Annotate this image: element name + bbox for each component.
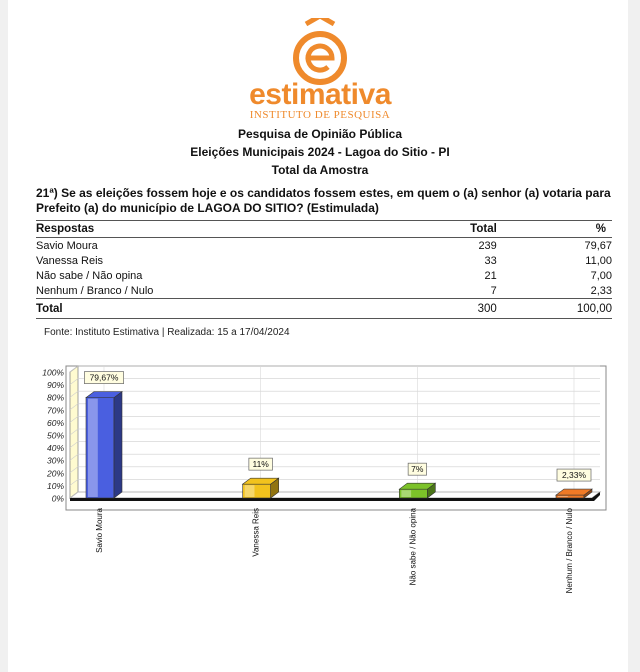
x-tick-label: Vanessa Reis: [251, 508, 261, 557]
results-table: [36, 220, 612, 319]
estimativa-logo: [0, 18, 640, 126]
bar-highlight: [558, 496, 568, 497]
bar-highlight: [401, 490, 411, 497]
y-tick-label: 20%: [46, 468, 64, 479]
row-label: Não sabe / Não opina: [36, 269, 143, 282]
row-label: Nenhum / Branco / Nulo: [36, 284, 154, 297]
total-count: 300: [382, 299, 497, 319]
row-pct: 79,67: [584, 239, 612, 252]
y-tick-label: 90%: [46, 380, 64, 391]
total-pct: 100,00: [497, 299, 612, 319]
logo-subtitle: INSTITUTO DE PESQUISA: [249, 109, 391, 121]
row-total: 239: [478, 239, 497, 252]
col-header-respostas: Respostas: [36, 221, 382, 238]
x-tick-label: Savio Moura: [95, 508, 104, 553]
row-pct: 11,00: [585, 254, 612, 267]
table-row: [36, 268, 612, 283]
y-tick-label: 0%: [51, 493, 64, 504]
row-label: Vanessa Reis: [36, 254, 104, 267]
y-tick-label: 40%: [46, 443, 64, 454]
row-total: 33: [484, 254, 497, 267]
chart-frame: [66, 366, 606, 510]
bar-highlight: [245, 485, 255, 497]
table-row: [36, 253, 612, 268]
row-total: 21: [484, 269, 497, 282]
bar-side: [114, 392, 122, 498]
question-text: 21ª) Se as eleições fossem hoje e os candidatos fossem estes, em quem o (a) senhor (a) votaria para Prefeito (a) do município de LAGOA DO SITIO? (Estimulada): [36, 186, 611, 215]
x-tick-label: Não sabe / Não opina: [408, 508, 418, 586]
bar-highlight: [88, 399, 98, 497]
sample-label: Total da Amostra: [271, 163, 369, 177]
data-label: 79,67%: [89, 372, 119, 383]
data-label: 7%: [411, 464, 424, 475]
col-header-total: Total: [382, 221, 497, 238]
table-total-row: [36, 299, 612, 319]
total-label: Total: [36, 299, 382, 319]
row-pct: 7,00: [590, 269, 612, 282]
data-label: 2,33%: [561, 470, 587, 481]
table-row: [36, 238, 612, 254]
survey-subtitle: Eleições Municipais 2024 - Lagoa do Sitio - PI: [190, 145, 450, 159]
y-tick-label: 50%: [46, 430, 64, 441]
y-tick-label: 100%: [42, 367, 64, 378]
y-tick-label: 80%: [46, 392, 64, 403]
table-row: [36, 283, 612, 299]
x-tick-label: Nenhum / Branco / Nulo: [565, 508, 574, 594]
y-tick-label: 10%: [46, 480, 64, 491]
source-note: Fonte: Instituto Estimativa | Realizada: 15 a 17/04/2024: [44, 327, 290, 338]
chart-floor: [70, 492, 600, 498]
logo-word: estimativa: [249, 78, 391, 111]
row-pct: 2,33: [590, 284, 612, 297]
y-tick-label: 60%: [46, 417, 64, 428]
data-label: 11%: [252, 459, 269, 470]
bar-chart: [0, 360, 640, 610]
row-total: 7: [490, 284, 497, 297]
y-tick-label: 70%: [46, 405, 64, 416]
y-tick-label: 30%: [46, 455, 64, 466]
table-header-row: [36, 221, 612, 238]
row-label: Savio Moura: [36, 239, 98, 252]
col-header-pct: %: [497, 221, 612, 238]
survey-title: Pesquisa de Opinião Pública: [237, 127, 403, 141]
